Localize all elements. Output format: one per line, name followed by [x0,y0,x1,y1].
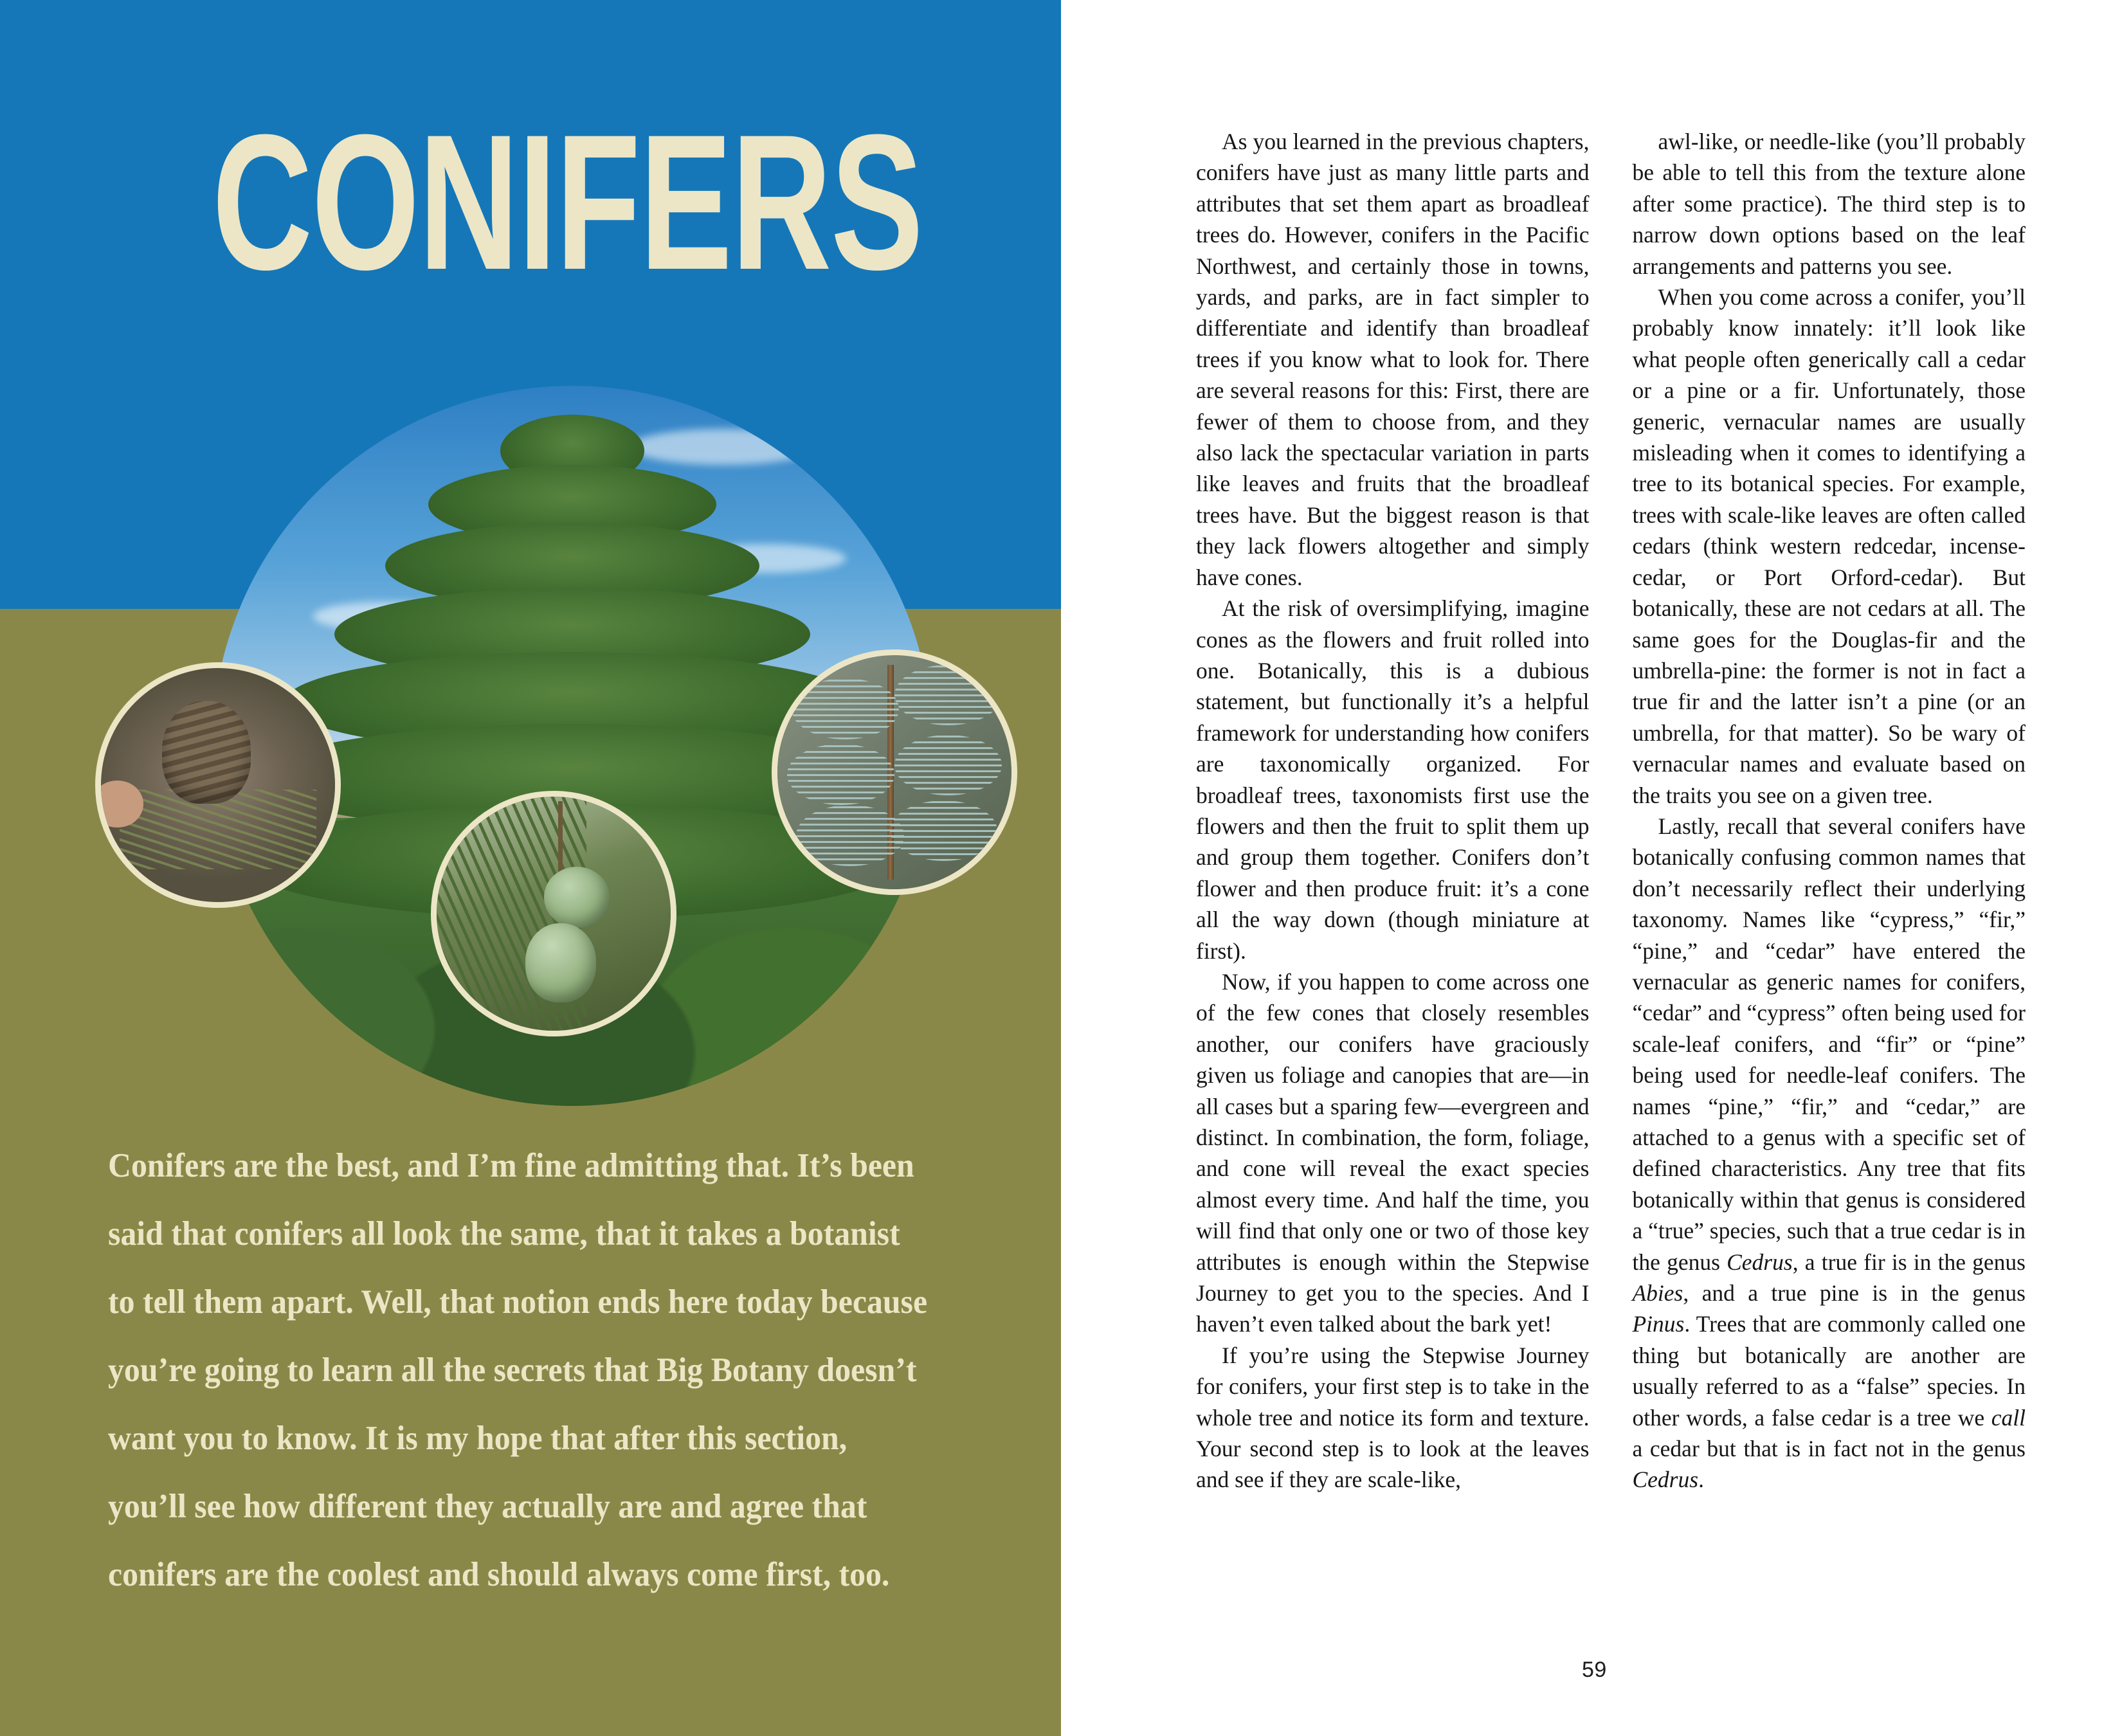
body-paragraph: If you’re using the Stepwise Journey for conifers, your first step is to take in the whole tree and notice its form and texture. Your second step is to look at the leaves and see if they are scale-like, [1196,1342,1590,1493]
body-paragraph: As you learned in the previous chapters, conifers have just as many little parts and attributes that set them apart as broadleaf trees do. However, conifers in the Pacific Northwest, and certainly those in towns, yards, and parks, are in fact simpler to differentiate and identify than broadleaf trees if you know what to look for. There are several reasons for this: First, there are fewer of them to choose from, and they also lack the spectacular variation in parts like leaves and fruits that the broadleaf trees have. But the biggest reason is that they lack flowers altogether and simply have cones. [1196,129,1590,590]
green-cones-photo [431,791,676,1036]
body-paragraph: At the risk of oversimplifying, imagine cones as the flowers and fruit rolled into one. Botanically, this is a dubious statement, but functionally it’s a helpful framework for understanding how conifers are taxonomically organized. For broadleaf trees, taxonomists first use the flowers and then the fruit to split them up and group them together. Conifers don’t flower and then produce fruit: it’s a cone all the way down (though miniature at first). [1196,595,1590,964]
photo-cluster [0,379,1061,1099]
body-paragraph: Lastly, recall that several conifers have botanically confusing common names that don’t necessarily reflect their underlying taxonomy. Names like “cypress,” “fir,” “pine,” and “cedar” have entered the vernacular as generic names for conifers, “cedar” and “cypress” often being used for scale-leaf conifers, and “fir” or “pine” being used for needle-leaf conifers. The names “pine,” “fir,” and “cedar,” are attached to a genus with a specific set of defined characteristics. Any tree that fits botanically within that genus is considered a “true” species, such that a true cedar is in the genus Cedrus, a true fir is in the genus Abies, and a true pine is in the genus Pinus. Trees that are commonly called one thing but botanically are another are usually referred to as a “false” species. In other words, a false cedar is a tree we call a cedar but that is in fact not in the genus Cedrus. [1632,813,2026,1493]
intro-statement: Conifers are the best, and I’m fine admitting that. It’s been said that conifers all look the same, that it takes a botanist to tell them apart. Well, that notion ends here today because you’re going to learn all the secrets that Big Botany doesn’t want you to know. It is my hope that after this section, you’ll see how different they actually are and agree that conifers are the coolest and should always come first, too. [108,1147,928,1593]
body-text-area [1196,126,2026,1496]
body-paragraph: When you come across a conifer, you’ll probably know innately: it’ll look like what people often generically call a cedar or a pine or a fir. Unfortunately, those generic, vernacular names are usually misleading when it comes to identifying a tree to its botanical species. For example, trees with scale-like leaves are often called cedars (think western redcedar, incense-cedar, or Port Orford-cedar). But botanically, these are not cedars at all. The same goes for the Douglas-fir and the umbrella-pine: the former is not in fact a true fir and the latter isn’t a pine (or an umbrella, for that matter). So be wary of vernacular names and evaluate based on the traits you see on a given tree. [1632,284,2026,808]
page-number: 59 [1582,1658,1607,1682]
body-paragraph: Now, if you happen to come across one of the few cones that closely resembles another, our conifers have graciously given us foliage and canopies that are—in all cases but a sparing few—evergreen and distinct. In combination, the form, foliage, and cone will reveal the exact species almost every time. And half the time, you will find that only one or two of those key attributes is enough within the Stepwise Journey to get you to the species. And I haven’t even talked about the bark yet! [1196,968,1590,1337]
body-paragraph: awl-like, or needle-like (you’ll probably be able to tell this from the texture alone after some practice). The third step is to narrow down options based on the leaf arrangements and patterns you see. [1632,129,2026,279]
pine-cone-in-hand-photo [95,662,341,908]
body-column-right [1633,126,2026,1496]
cedar-needles-photo [772,649,1017,895]
page-title: CONIFERS [212,94,923,310]
body-column-left [1196,126,1590,1496]
